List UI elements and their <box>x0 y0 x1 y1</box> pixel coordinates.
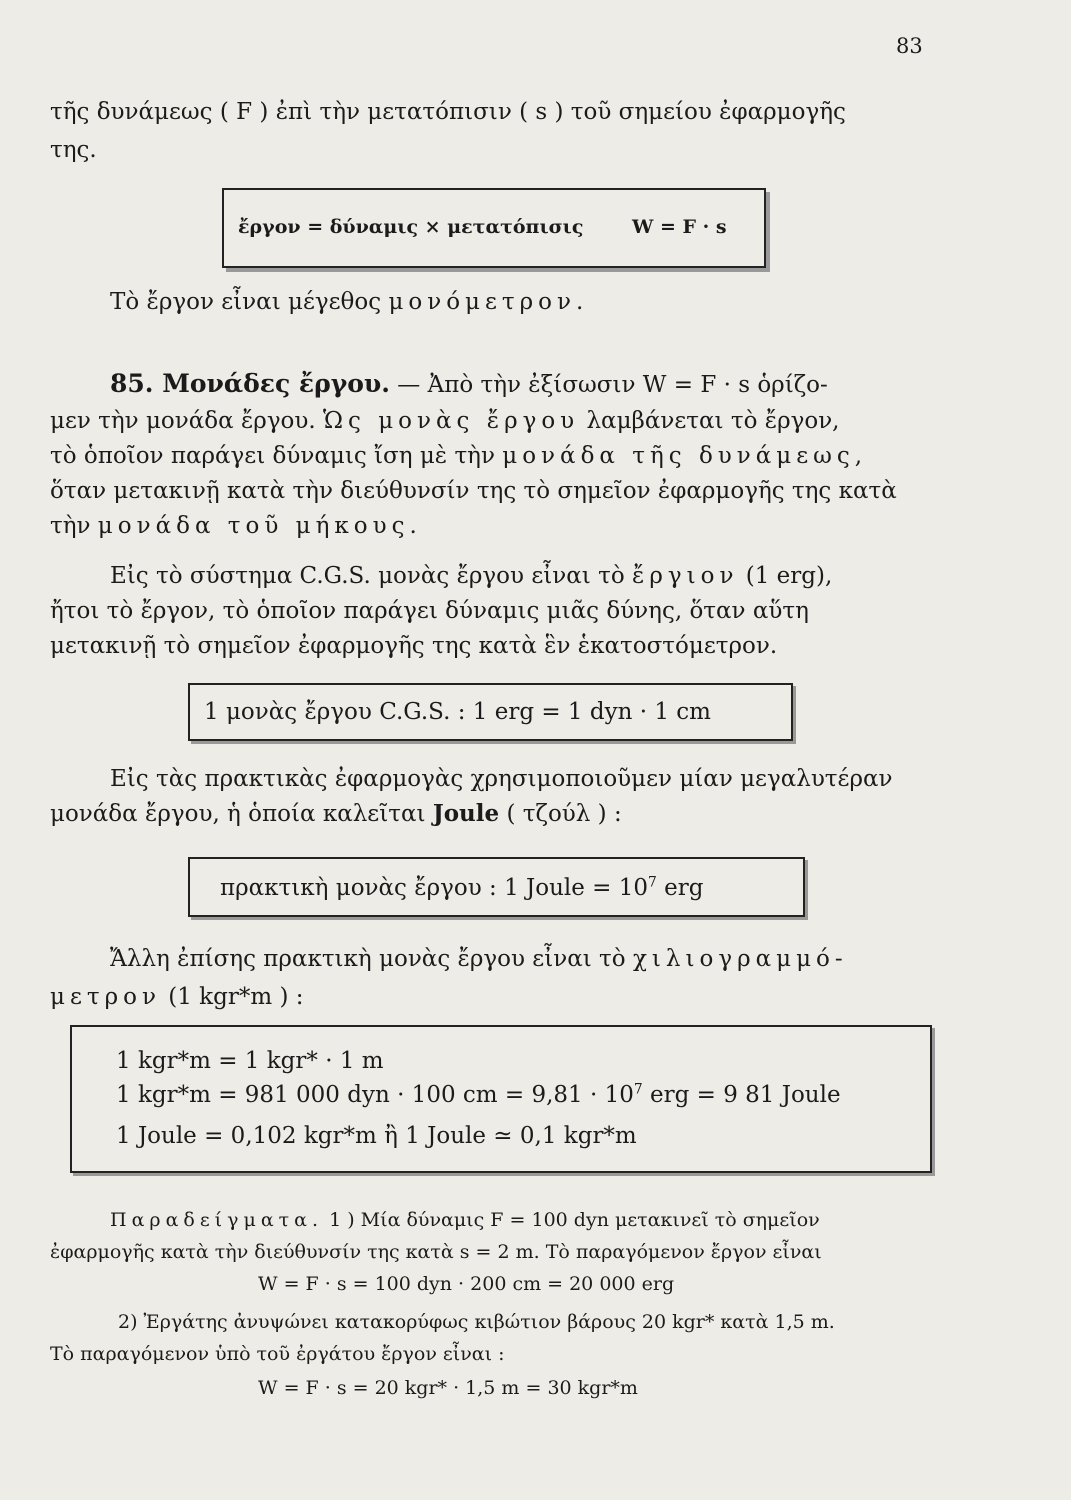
section-line-2 <box>50 407 839 435</box>
box-cgs <box>188 683 793 741</box>
section-line-4: ὅταν μετακινῇ κατὰ τὴν διεύθυνσίν της τὸ σημεῖον ἐφαρμογῆς της κατὰ <box>50 478 897 504</box>
section-line-3-spaced: μονάδα τῆς δυνάμεως, <box>502 443 868 469</box>
intro-line-2: της. <box>50 137 97 163</box>
section-heading: 85. Μονάδες ἔργου. <box>110 369 390 398</box>
section-line-1 <box>110 370 828 399</box>
box-kgrm-line-2-exp: 7 <box>633 1081 643 1098</box>
scalar-note <box>110 288 588 316</box>
box-kgrm-line-1: 1 kgr*m = 1 kgr* · 1 m <box>116 1048 384 1074</box>
section-line-2-spaced: Ὡς μονὰς ἔργου <box>323 408 580 434</box>
cgs-line-1-b: (1 erg), <box>738 563 833 589</box>
examples-label: Παραδείγματα. <box>110 1209 324 1231</box>
intro-line-1: τῆς δυνάμεως ( F ) ἐπὶ τὴν μετατόπισιν ( s ) τοῦ σημείου ἐφαρμογῆς <box>50 99 846 125</box>
scalar-note-prefix: Τὸ ἔργον εἶναι μέγεθος <box>110 289 389 315</box>
scalar-note-spaced: μονόμετρον. <box>388 289 589 315</box>
other-unit-line-1 <box>110 945 848 973</box>
other-unit-line-2-b: (1 kgr*m ) : <box>160 984 304 1010</box>
other-unit-line-2 <box>50 983 304 1011</box>
example-2-line-1: 2) Ἐργάτης ἀνυψώνει κατακορύφως κιβώτιον βάρους 20 kgr* κατὰ 1,5 m. <box>118 1311 835 1333</box>
section-line-2-a: μεν τὴν μονάδα ἔργου. <box>50 408 324 434</box>
cgs-line-3: μετακινῇ τὸ σημεῖον ἐφαρμογῆς της κατὰ ἓν ἑκατοστόμετρον. <box>50 633 778 659</box>
example-2-result: W = F · s = 20 kgr* · 1,5 m = 30 kgr*m <box>258 1377 638 1399</box>
cgs-line-1-spaced: ἔργιον <box>631 563 739 589</box>
other-unit-line-1-spaced: χιλιογραμμό- <box>632 946 848 972</box>
example-1-line-1-text: 1 ) Μία δύναμις F = 100 dyn μετακινεῖ τὸ σημεῖον <box>323 1209 820 1231</box>
box-cgs-text: 1 μονὰς ἔργου C.G.S. : 1 erg = 1 dyn · 1 cm <box>204 699 711 725</box>
example-1-result: W = F · s = 100 dyn · 200 cm = 20 000 erg <box>258 1273 675 1295</box>
cgs-line-2: ἤτοι τὸ ἔργον, τὸ ὁποῖον παράγει δύναμις μιᾶς δύνης, ὅταν αὕτη <box>50 598 809 624</box>
other-unit-line-1-a: Ἄλλη ἐπίσης πρακτικὴ μονὰς ἔργου εἶναι τὸ <box>110 946 633 972</box>
section-line-3 <box>50 442 867 470</box>
section-line-2-b: λαμβάνεται τὸ ἔργον, <box>579 408 840 434</box>
cgs-line-1 <box>110 562 832 590</box>
formula-work-symbol: W = F · s <box>632 216 727 238</box>
other-unit-line-2-spaced: μετρον <box>50 984 161 1010</box>
example-1-line-2: ἐφαρμογῆς κατὰ τὴν διεύθυνσίν της κατὰ s = 2 m. Τὸ παραγόμενον ἔργον εἶναι <box>50 1241 822 1263</box>
box-kgrm-line-2 <box>116 1081 841 1109</box>
box-joule <box>188 857 805 917</box>
section-line-5-spaced: μονάδα τοῦ μήκους. <box>97 513 422 539</box>
section-line-3-a: τὸ ὁποῖον παράγει δύναμις ἴση μὲ τὴν <box>50 443 503 469</box>
formula-work-box <box>222 188 766 268</box>
example-1-line-1 <box>110 1208 820 1232</box>
practical-line-2-a: μονάδα ἔργου, ἡ ὁποία καλεῖται <box>50 801 433 827</box>
example-2-line-2: Τὸ παραγόμενον ὑπὸ τοῦ ἐργάτου ἔργον εἶναι : <box>50 1343 505 1365</box>
box-joule-exponent: 7 <box>648 874 657 891</box>
practical-line-1: Εἰς τὰς πρακτικὰς ἐφαρμογὰς χρησιμοποιοῦμεν μίαν μεγαλυτέραν <box>110 766 893 792</box>
practical-line-2 <box>50 800 622 828</box>
box-kgrm <box>70 1025 932 1173</box>
practical-line-2-b: ( τζούλ ) : <box>499 801 622 827</box>
cgs-line-1-a: Εἰς τὸ σύστημα C.G.S. μονὰς ἔργου εἶναι τὸ <box>110 563 632 589</box>
box-joule-text <box>220 874 703 902</box>
box-kgrm-line-3: 1 Joule = 0,102 kgr*m ἢ 1 Joule ≃ 0,1 kgr*m <box>116 1123 637 1149</box>
section-line-1-rest: — Ἀπὸ τὴν ἐξίσωσιν W = F · s ὁρίζο- <box>389 372 828 398</box>
box-kgrm-line-2-a: 1 kgr*m = 981 000 dyn · 100 cm = 9,81 · 10 <box>116 1082 634 1108</box>
section-line-5 <box>50 512 422 540</box>
formula-work-text: ἔργον = δύναμις × μετατόπισις <box>238 216 584 238</box>
box-joule-unit: erg <box>656 875 704 901</box>
practical-line-2-bold: Joule <box>432 800 500 827</box>
box-joule-main: πρακτικὴ μονὰς ἔργου : 1 Joule = 10 <box>220 875 649 901</box>
page-number: 83 <box>896 34 923 58</box>
section-line-5-a: τὴν <box>50 513 98 539</box>
box-kgrm-line-2-b: erg = 9 81 Joule <box>642 1082 841 1108</box>
